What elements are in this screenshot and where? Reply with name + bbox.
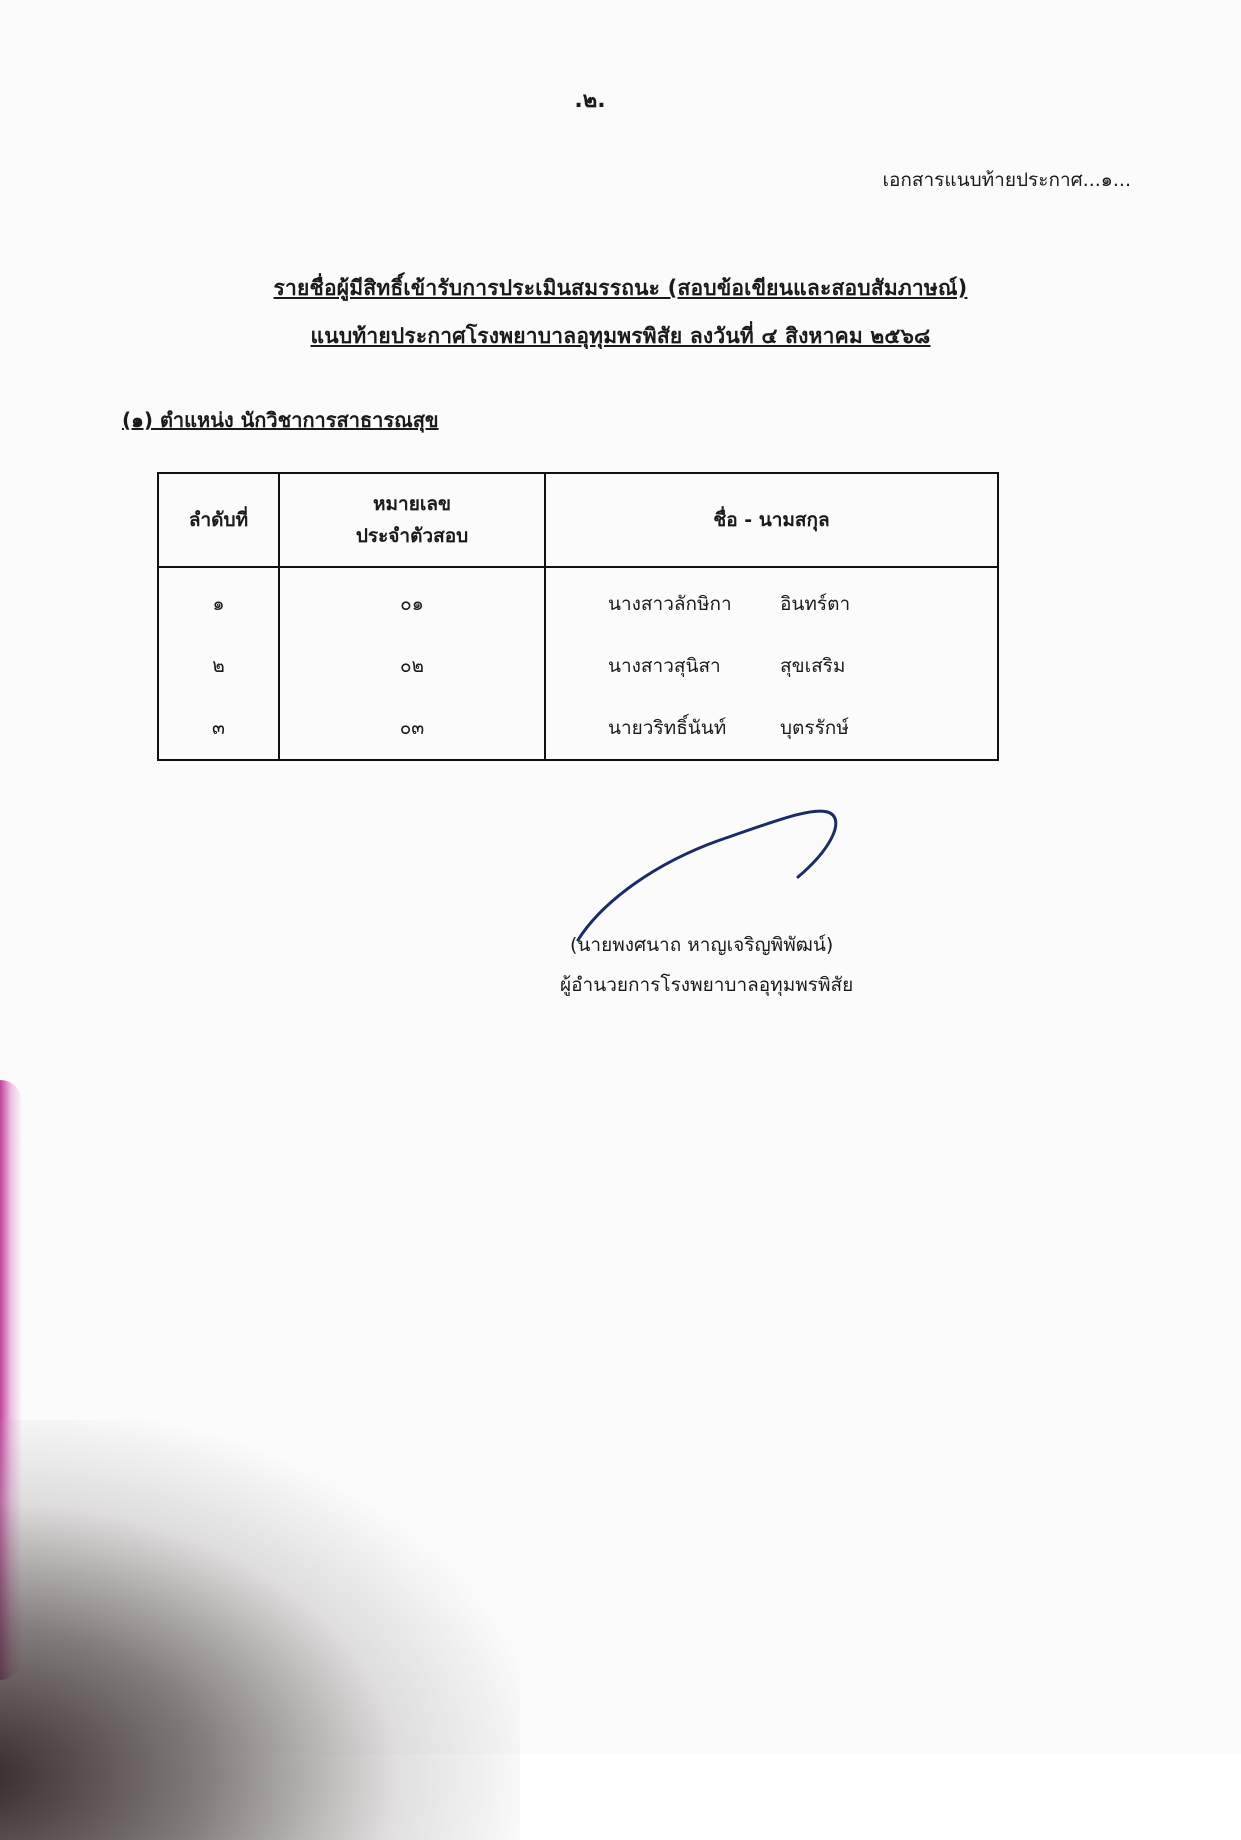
header-exam-number-line1: หมายเลข [373,492,451,515]
signer-title: ผู้อำนวยการโรงพยาบาลอุทุมพรพิสัย [560,974,854,996]
cell-full-name [545,635,998,697]
table-row [158,567,998,635]
cell-seq: ๓ [158,697,279,760]
handwritten-signature [560,795,860,945]
header-exam-number [279,473,545,567]
signer-name: (นายพงศนาถ หาญเจริญพิพัฒน์) [570,934,834,956]
candidates-table [157,472,999,761]
position-heading: (๑) ตำแหน่ง นักวิชาการสาธารณสุข [122,408,439,432]
cell-full-name [545,567,998,635]
scan-corner-shadow [0,1420,520,1840]
cell-exam-number: ๐๒ [279,635,545,697]
cell-first-name: นายวริทธิ์นันท์ [608,717,727,739]
document-title-line-1: รายชื่อผู้มีสิทธิ์เข้ารับการประเมินสมรรถนะ (สอบข้อเขียนและสอบสัมภาษณ์) [273,276,968,300]
cell-last-name: อินทร์ตา [780,593,851,615]
table-header-row [158,473,998,567]
cell-last-name: บุตรรักษ์ [780,717,849,739]
cell-last-name: สุขเสริม [780,655,846,677]
cell-seq: ๒ [158,635,279,697]
header-seq: ลำดับที่ [158,473,279,567]
cell-full-name [545,697,998,760]
signature-stroke [578,811,836,940]
cell-first-name: นางสาวสุนิสา [608,655,721,677]
cell-seq: ๑ [158,567,279,635]
attachment-reference: เอกสารแนบท้ายประกาศ...๑... [882,169,1131,191]
cell-exam-number: ๐๑ [279,567,545,635]
cell-first-name: นางสาวลักษิกา [608,593,732,615]
document-title-line-2: แนบท้ายประกาศโรงพยาบาลอุทุมพรพิสัย ลงวันที่ ๔ สิงหาคม ๒๕๖๘ [310,324,931,348]
table-row [158,635,998,697]
cell-exam-number: ๐๓ [279,697,545,760]
page-number: .๒. [574,88,606,113]
header-full-name: ชื่อ - นามสกุล [545,473,998,567]
table-row [158,697,998,760]
header-exam-number-line2: ประจำตัวสอบ [355,525,469,547]
